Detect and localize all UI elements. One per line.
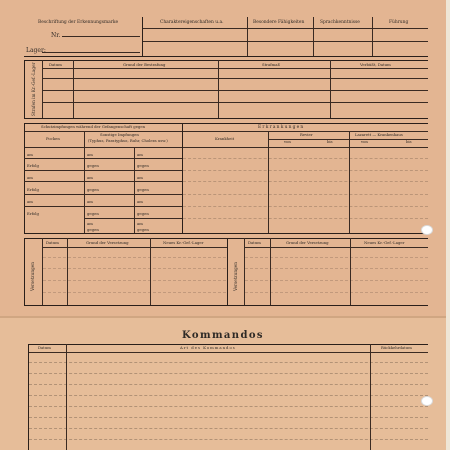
kommandos-row-line (29, 384, 428, 385)
versetzungen-vline (244, 238, 245, 305)
strafen-row-line (42, 78, 428, 79)
kommandos-header-line (28, 352, 428, 353)
kommandos-header-art: Art des Kommandos (180, 345, 236, 350)
kommandos-header-rueckkehr: Rückkehrdatum (381, 345, 412, 350)
erkrankungen-title: Erkrankungen (258, 125, 305, 130)
versetzungen-header-datum-2: Datum (248, 240, 261, 245)
schutz-cell: am (27, 175, 33, 180)
strafen-header-verbuesst: Verbüßt, Datum (360, 62, 391, 67)
versetzungen-row-line (43, 268, 226, 269)
kommandos-vline (66, 344, 67, 450)
schutz-cell: Erfolg (27, 187, 39, 192)
top-grid-vline (372, 17, 373, 56)
top-grid-vline (313, 17, 314, 56)
schutz-row-line (24, 194, 182, 195)
versetzungen-header-grund-2: Grund der Versetzung (286, 240, 329, 245)
versetzungen-header-neues-lager-2: Neues Kr.-Gef.-Lager (364, 240, 405, 245)
schutz-row-line (24, 206, 182, 207)
kommandos-vline (370, 344, 371, 450)
kommandos-row-line (29, 406, 428, 407)
versetzungen-vline (150, 238, 151, 305)
kommandos-row-line (29, 428, 428, 429)
schutz-cell: Erfolg (27, 211, 39, 216)
top-grid-vline (142, 17, 143, 56)
schutz-cell: am (137, 152, 143, 157)
versetzungen-side-label-left: Versetzungen (30, 262, 35, 291)
versetzungen-bottom-line (24, 305, 428, 306)
versetzungen-header-datum: Datum (46, 240, 59, 245)
top-grid-vline (247, 17, 248, 56)
erkrankungen-col-revier: Revier (300, 132, 313, 137)
erkrankungen-lazarett-von: von (361, 139, 368, 144)
fold-line (0, 316, 446, 318)
schutz-row-line (84, 218, 182, 219)
schutz-cell: am (87, 175, 93, 180)
versetzungen-row-line (245, 268, 428, 269)
header-erkennungsmarke: Beschriftung der Erkennungsmarke (38, 20, 119, 25)
strafen-vline (24, 60, 25, 118)
header-faehigkeiten: Besondere Fähigkeiten (253, 20, 305, 25)
versetzungen-row-line (245, 280, 428, 281)
top-grid-line (142, 41, 428, 42)
strafen-header-datum: Datum (49, 62, 62, 67)
schutz-cell: am (27, 199, 33, 204)
versetzungen-side-label-right: Versetzungen (233, 262, 238, 291)
kommandos-row-line (29, 362, 428, 363)
versetzungen-vline (350, 238, 351, 305)
nr-line (62, 36, 140, 37)
schutz-vline (24, 123, 25, 233)
erkr-row-line (183, 181, 428, 182)
erkr-row-line (183, 194, 428, 195)
strafen-bottom-line (24, 118, 428, 119)
schutz-col-pocken: Pocken (46, 136, 60, 141)
schutz-col-sonstige-sub: (Typhus, Paratyphus, Ruhr, Cholera usw.) (88, 138, 168, 143)
schutz-row-line (24, 170, 182, 171)
top-section-bottom-line (24, 56, 428, 57)
schutz-col-sonstige: Sonstige Impfungen (100, 132, 139, 137)
strafen-top-line (24, 60, 428, 61)
erkr-row-line (183, 170, 428, 171)
versetzungen-vline (227, 238, 228, 305)
erkr-row-line (183, 218, 428, 219)
versetzungen-row-line (245, 257, 428, 258)
top-grid-line (142, 28, 428, 29)
versetzungen-vline (42, 238, 43, 305)
strafen-side-label: Strafen im Kr.-Gef.-Lager (31, 62, 36, 116)
schutz-cell: gegen (87, 187, 99, 192)
lager-label: Lager: (26, 47, 46, 54)
schutz-cell: am (87, 152, 93, 157)
strafen-header-line (42, 68, 428, 69)
schutz-row-line (24, 158, 182, 159)
schutz-cell: gegen (87, 227, 99, 232)
kommandos-vline (28, 344, 29, 450)
schutz-cell: am (87, 199, 93, 204)
kommandos-row-line (29, 395, 428, 396)
versetzungen-vline (67, 238, 68, 305)
versetzungen-row-line (245, 292, 428, 293)
erkrankungen-col-lazarett: Lazarett — Krankenhaus (355, 132, 403, 137)
schutz-cell: gegen (137, 211, 149, 216)
nr-label: Nr. (51, 32, 61, 39)
versetzungen-header-grund: Grund der Versetzung (86, 240, 129, 245)
versetzungen-top-line (24, 238, 428, 239)
versetzungen-vline (270, 238, 271, 305)
strafen-header-strafmass: Strafmaß (262, 62, 281, 67)
schutz-vline (134, 147, 135, 233)
header-sprachkenntnisse: Sprachkenntnisse (320, 20, 360, 25)
kommandos-row-line (29, 439, 428, 440)
versetzungen-header-neues-lager: Neues Kr.-Gef.-Lager (163, 240, 204, 245)
strafen-vline (42, 60, 43, 118)
kommandos-row-line (29, 417, 428, 418)
schutz-cell: am (137, 221, 143, 226)
schutz-cell: am (137, 199, 143, 204)
versetzungen-row-line (43, 280, 226, 281)
versetzungen-header-line (244, 247, 428, 248)
erkrankungen-revier-bis: bis (327, 139, 333, 144)
strafen-vline (330, 60, 331, 118)
versetzungen-vline (24, 238, 25, 305)
schutz-row-line (24, 181, 182, 182)
punch-hole (421, 396, 433, 406)
schutz-cell: Erfolg (27, 163, 39, 168)
schutz-cell: gegen (137, 227, 149, 232)
kommandos-header-datum: Datum (38, 345, 51, 350)
schutz-cell: gegen (137, 163, 149, 168)
erkr-row-line (183, 206, 428, 207)
versetzungen-row-line (43, 292, 226, 293)
strafen-header-grund: Grund der Bestrafung (123, 62, 166, 67)
lager-line (42, 52, 140, 53)
erkrankungen-col-krankheit: Krankheit (215, 136, 235, 141)
schutz-cell: gegen (87, 163, 99, 168)
header-charaktereigenschaften: Charaktereigenschaften u.a. (160, 20, 224, 25)
schutz-erkr-divider (182, 123, 183, 233)
schutz-cell: am (137, 175, 143, 180)
versetzungen-header-line (42, 247, 227, 248)
erkr-row-line (183, 158, 428, 159)
schutz-cell: am (27, 152, 33, 157)
header-fuehrung: Führung (389, 20, 409, 25)
strafen-vline (73, 60, 74, 118)
schutz-cell: gegen (137, 187, 149, 192)
kommandos-title: Kommandos (182, 330, 264, 341)
strafen-row-line (42, 90, 428, 91)
schutz-title: Schutzimpfungen während der Gefangenschaft gegen (41, 124, 146, 129)
strafen-vline (218, 60, 219, 118)
kommandos-row-line (29, 373, 428, 374)
schutz-cell: gegen (87, 211, 99, 216)
erkrankungen-lazarett-bis: bis (406, 139, 412, 144)
punch-hole (421, 225, 433, 235)
strafen-row-line (42, 102, 428, 103)
erkr-subheader-line (268, 139, 428, 140)
versetzungen-row-line (43, 257, 226, 258)
schutz-cell: am (87, 221, 93, 226)
schutz-bottom-line (24, 233, 428, 234)
erkrankungen-revier-von: von (284, 139, 291, 144)
